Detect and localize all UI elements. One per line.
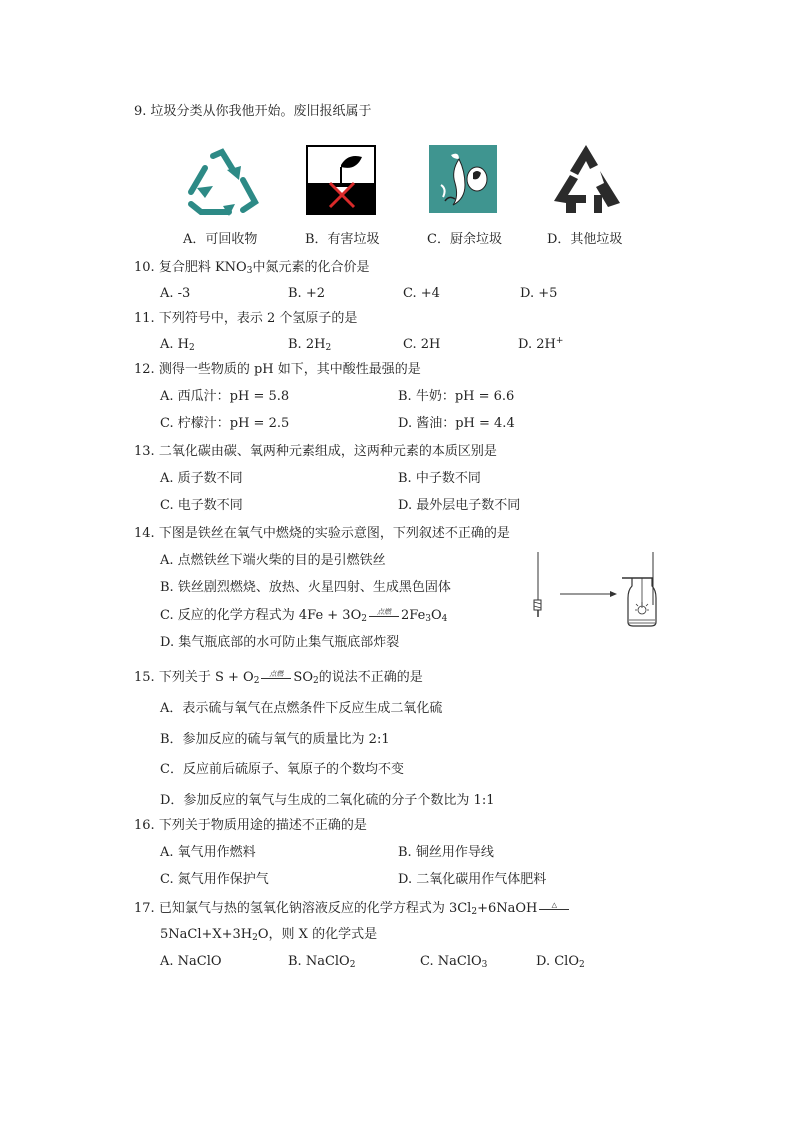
q11-option-a: A. $H_2$ [160, 337, 195, 353]
q17-option-d: D. ClO$_2$ [536, 954, 585, 970]
q14-option-a: A. 点燃铁丝下端火柴的目的是引燃铁丝 [160, 553, 386, 568]
q13-option-c: C. 电子数不同 [160, 498, 243, 513]
q9-option-c: C．厨余垃圾 [427, 232, 502, 247]
iron-wire-combustion-diagram [525, 550, 665, 630]
q10-option-a: A. -3 [160, 286, 191, 301]
q13-stem: 13. 二氧化碳由碳、氧两种元素组成，这两种元素的本质区别是 [134, 444, 497, 459]
q14-option-c: C. 反应的化学方程式为 $4Fe + 3O_2$ 点燃 $2Fe_3O_4$ [160, 608, 448, 624]
q12-option-b: B. 牛奶：pH = 6.6 [398, 389, 515, 404]
q14-option-d: D. 集气瓶底部的水可防止集气瓶底部炸裂 [160, 635, 400, 650]
recycle-icon [183, 148, 261, 218]
q13-option-d: D. 最外层电子数不同 [398, 498, 521, 513]
q11-option-c: C. 2H [403, 337, 441, 352]
q11-option-b: B. $2H_2$ [288, 337, 332, 353]
q17-stem: 17. 已知氯气与热的氢氧化钠溶液反应的化学方程式为 $3Cl_2+6NaOH$ △ [134, 900, 571, 917]
kitchen-waste-icon [429, 145, 497, 213]
q17-option-b: B. NaClO$_2$ [288, 954, 356, 970]
q9-option-a: A．可回收物 [183, 232, 258, 247]
q10-option-d: D. +5 [520, 286, 558, 301]
q16-stem: 16. 下列关于物质用途的描述不正确的是 [134, 818, 367, 833]
other-waste-icon [550, 143, 622, 215]
q11-option-d: D. 2H+ [518, 336, 564, 352]
q14-stem: 14. 下图是铁丝在氧气中燃烧的实验示意图，下列叙述不正确的是 [134, 526, 510, 541]
q9-option-b: B．有害垃圾 [305, 232, 380, 247]
hazardous-waste-icon [306, 145, 376, 215]
q14-option-b: B. 铁丝剧烈燃烧、放热、火星四射、生成黑色固体 [160, 580, 451, 595]
q12-option-c: C. 柠檬汁：pH = 2.5 [160, 416, 290, 431]
q12-option-d: D. 酱油：pH = 4.4 [398, 416, 515, 431]
q10-option-b: B. +2 [288, 286, 325, 301]
q15-option-d: D．参加反应的氧气与生成的二氧化硫的分子个数比为 1:1 [160, 793, 495, 808]
q10-option-c: C. +4 [403, 286, 440, 301]
q13-option-b: B. 中子数不同 [398, 471, 481, 486]
q9-option-d: D．其他垃圾 [547, 232, 623, 247]
q16-option-a: A. 氧气用作燃料 [160, 845, 256, 860]
q12-stem: 12. 测得一些物质的 pH 如下，其中酸性最强的是 [134, 362, 421, 377]
q17-stem-line2: $5NaCl+X+3H_2O$，则 X 的化学式是 [160, 927, 378, 943]
q16-option-b: B. 铜丝用作导线 [398, 845, 494, 860]
q10-stem: 10. 复合肥料 $KNO_3$中氮元素的化合价是 [134, 260, 370, 276]
q17-option-a: A. NaClO [160, 954, 222, 969]
q15-option-a: A．表示硫与氧气在点燃条件下反应生成二氧化硫 [160, 701, 443, 716]
q16-option-c: C. 氮气用作保护气 [160, 872, 269, 887]
q13-option-a: A. 质子数不同 [160, 471, 243, 486]
q12-option-a: A. 西瓜汁：pH = 5.8 [160, 389, 290, 404]
q9-stem: 9. 垃圾分类从你我他开始。废旧报纸属于 [134, 104, 372, 119]
q15-option-b: B．参加反应的硫与氧气的质量比为 2:1 [160, 732, 390, 747]
q11-stem: 11. 下列符号中，表示 2 个氢原子的是 [134, 311, 358, 326]
q15-stem: 15. 下列关于 $S + O_2$ 点燃 $SO_2$的说法不正确的是 [134, 670, 423, 686]
q16-option-d: D. 二氧化碳用作气体肥料 [398, 872, 547, 887]
q15-option-c: C．反应前后硫原子、氧原子的个数均不变 [160, 762, 404, 777]
q17-option-c: C. NaClO$_3$ [420, 954, 488, 970]
